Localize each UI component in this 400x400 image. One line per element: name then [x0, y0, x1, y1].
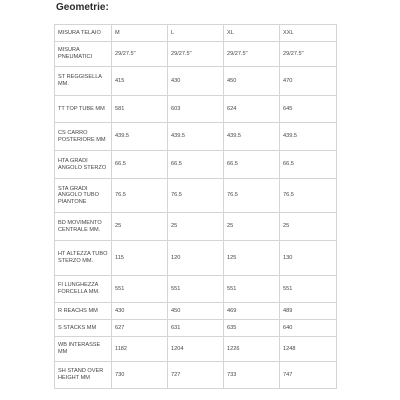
table-cell: 76.5: [224, 179, 280, 213]
table-cell: 627: [112, 320, 168, 337]
section-heading: Geometrie:: [56, 2, 109, 13]
table-cell: 430: [168, 67, 224, 96]
table-row: [55, 67, 337, 96]
row-label: HT ALTEZZA TUBO STERZO MM.: [55, 241, 112, 276]
row-label: FI LUNGHEZZA FORCELLA MM.: [55, 276, 112, 303]
table-cell: 66.5: [112, 151, 168, 179]
table-cell: 115: [112, 241, 168, 276]
table-cell: 430: [112, 303, 168, 320]
row-label: ST REGGISELLA MM.: [55, 67, 112, 96]
table-cell: 29/27.5": [112, 42, 168, 67]
table-cell: XXL: [280, 25, 337, 42]
table-cell: 581: [112, 96, 168, 123]
table-row: [55, 213, 337, 241]
table-row: [55, 303, 337, 320]
table-row: [55, 25, 337, 42]
table-cell: 624: [224, 96, 280, 123]
table-cell: 25: [168, 213, 224, 241]
table-cell: 130: [280, 241, 337, 276]
row-label: S STACKS MM: [55, 320, 112, 337]
table-cell: 439.5: [112, 123, 168, 151]
row-label: STA GRADI ANGOLO TUBO PIANTONE: [55, 179, 112, 213]
table-cell: 439.5: [168, 123, 224, 151]
table-cell: 125: [224, 241, 280, 276]
row-label: SH STAND OVER HEIGHT MM: [55, 362, 112, 389]
table-row: [55, 337, 337, 362]
table-cell: 66.5: [224, 151, 280, 179]
row-label: MISURA PNEUMATICI: [55, 42, 112, 67]
geometry-table: [54, 24, 337, 389]
table-cell: 76.5: [112, 179, 168, 213]
table-row: [55, 320, 337, 337]
table-cell: 450: [168, 303, 224, 320]
table-cell: 470: [280, 67, 337, 96]
table-row: [55, 151, 337, 179]
row-label: HTA GRADI ANGOLO STERZO: [55, 151, 112, 179]
row-label: CS CARRO POSTERIORE MM: [55, 123, 112, 151]
table-row: [55, 123, 337, 151]
table-cell: 415: [112, 67, 168, 96]
table-cell: 439.5: [280, 123, 337, 151]
table-cell: 489: [280, 303, 337, 320]
table-cell: 120: [168, 241, 224, 276]
table-cell: 29/27.5": [224, 42, 280, 67]
table-cell: 603: [168, 96, 224, 123]
table-cell: 1248: [280, 337, 337, 362]
table-cell: L: [168, 25, 224, 42]
table-cell: 635: [224, 320, 280, 337]
table-cell: 551: [168, 276, 224, 303]
table-cell: 76.5: [168, 179, 224, 213]
table-cell: 25: [224, 213, 280, 241]
table-cell: M: [112, 25, 168, 42]
table-cell: 631: [168, 320, 224, 337]
row-label: MISURA TELAIO: [55, 25, 112, 42]
row-label: BD MOVIMENTO CENTRALE MM.: [55, 213, 112, 241]
table-cell: 645: [280, 96, 337, 123]
table-cell: 1204: [168, 337, 224, 362]
table-cell: 747: [280, 362, 337, 389]
table-cell: 439.5: [224, 123, 280, 151]
table-cell: 450: [224, 67, 280, 96]
table-row: [55, 241, 337, 276]
table-cell: 733: [224, 362, 280, 389]
table-row: [55, 276, 337, 303]
row-label: WB INTERASSE MM: [55, 337, 112, 362]
table-cell: 640: [280, 320, 337, 337]
row-label: R REACHS MM: [55, 303, 112, 320]
table-cell: 29/27.5": [280, 42, 337, 67]
table-cell: 730: [112, 362, 168, 389]
table-cell: 76.5: [280, 179, 337, 213]
table-cell: 66.5: [280, 151, 337, 179]
table-row: [55, 42, 337, 67]
table-cell: 551: [112, 276, 168, 303]
table-cell: 66.5: [168, 151, 224, 179]
table-cell: XL: [224, 25, 280, 42]
table-row: [55, 362, 337, 389]
table-cell: 25: [112, 213, 168, 241]
table-cell: 551: [224, 276, 280, 303]
table-cell: 469: [224, 303, 280, 320]
table-row: [55, 179, 337, 213]
table-cell: 29/27.5": [168, 42, 224, 67]
table-cell: 1182: [112, 337, 168, 362]
row-label: TT TOP TUBE MM: [55, 96, 112, 123]
table-cell: 25: [280, 213, 337, 241]
table-cell: 551: [280, 276, 337, 303]
table-cell: 1226: [224, 337, 280, 362]
table-cell: 727: [168, 362, 224, 389]
table-row: [55, 96, 337, 123]
